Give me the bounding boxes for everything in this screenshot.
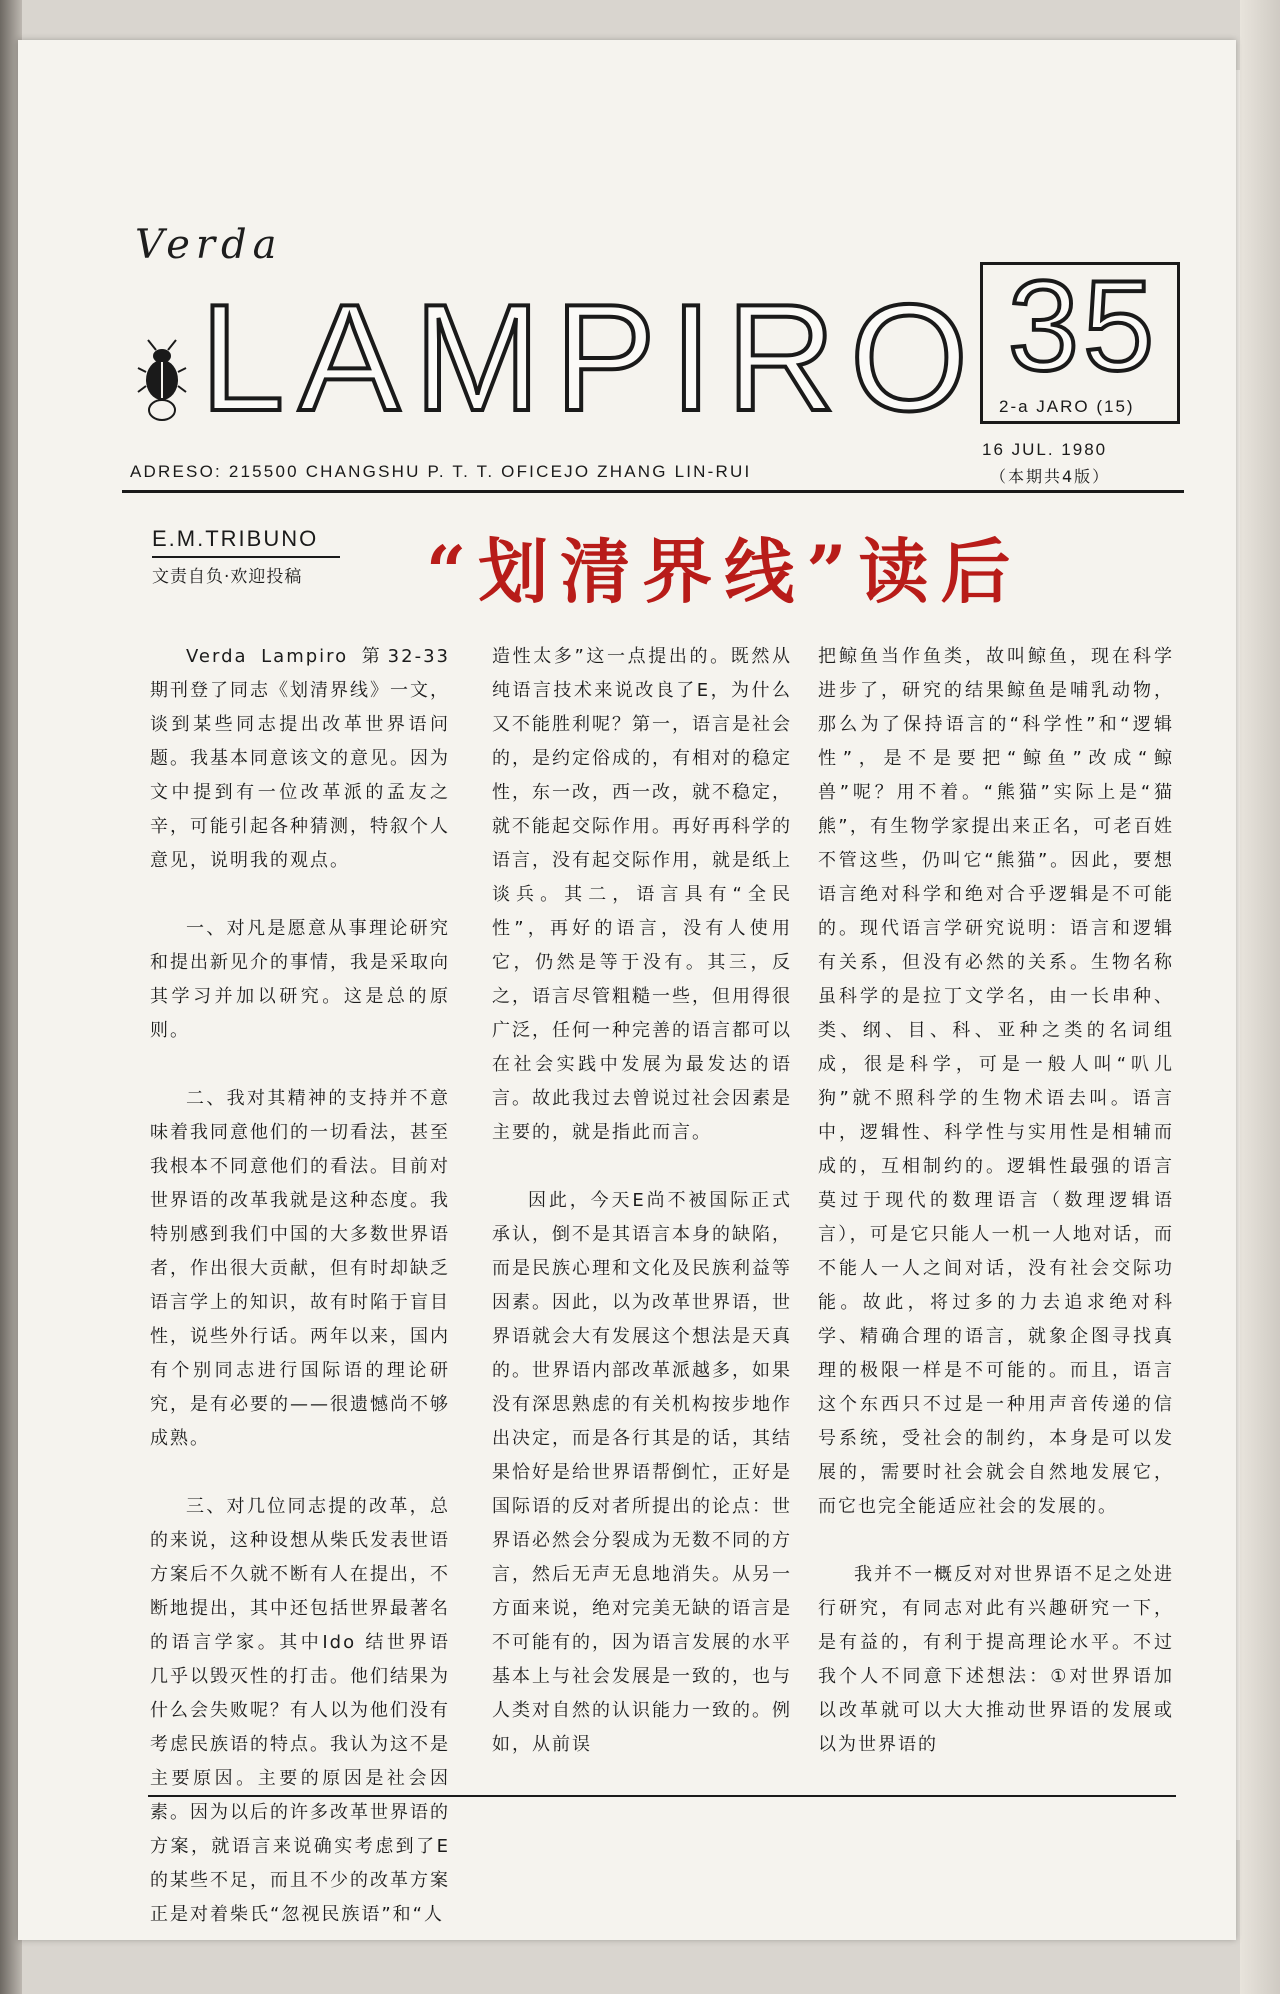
pages-note: （本期共4版） bbox=[990, 467, 1111, 486]
column-label-note: 文责自负·欢迎投稿 bbox=[152, 567, 303, 587]
issue-box bbox=[980, 255, 1180, 424]
paragraph: 三、对几位同志提的改革，总的来说，这种设想从柴氏发表世语方案后不久就不断有人在提出，不断地提出，其中还包括世界最著名的语言学家。其中Ido 结世界语几乎以毁灭性的打击。他们结果为什么会失败呢？有人以为他们没有考虑民族语的特点。我认为这不是主要原因。主要的原因是社会因素。因为以后的许多改革世界语的方案，就语言来说确实考虑到了E的某些不足，而且不少的改革方案正是对着柴氏“忽视民族语”和“人 bbox=[150, 1496, 450, 1925]
backdrop-right bbox=[1240, 0, 1280, 1994]
bottom-rule bbox=[148, 1795, 1176, 1797]
paragraph: 造性太多”这一点提出的。既然从纯语言技术来说改良了E，为什么又不能胜利呢？第一，语言是社会的，是约定俗成的，有相对的稳定性，东一改，西一改，就不稳定，就不能起交际作用。再好再科学的语言，没有起交际作用，就是纸上谈兵。其二，语言具有“全民性”，再好的语言，没有人使用它，仍然是等于没有。其三，反之，语言尽管粗糙一些，但用得很广泛，任何一种完善的语言都可以在社会实践中发展为最发达的语言。故此我过去曾说过社会因素是主要的，就是指此而言。 bbox=[492, 646, 792, 1143]
issue-date: 16 JUL. 1980 bbox=[982, 440, 1108, 459]
masthead-verda: Verda bbox=[135, 222, 283, 268]
paragraph: 我并不一概反对对世界语不足之处进行研究，有同志对此有兴趣研究一下，是有益的，有利于提高理论水平。不过我个人不同意下述想法：①对世界语加以改革就可以大大推动世界语的发展或以为世界语的 bbox=[818, 1564, 1174, 1755]
masthead-rule bbox=[122, 490, 1184, 493]
paragraph: Verda Lampiro 第32-33期刊登了同志《划清界线》一文，谈到某些同志提出改革世界语问题。我基本同意该文的意见。因为文中提到有一位改革派的孟友之辛，可能引起各种猜测，特叙个人意见，说明我的观点。 bbox=[150, 646, 450, 871]
column-label-rule bbox=[152, 556, 340, 558]
article-column-1 bbox=[150, 640, 450, 1966]
column-label: E.M.TRIBUNO bbox=[152, 526, 319, 551]
issue-year: 2-a JARO (15) bbox=[999, 397, 1135, 416]
article-column-3 bbox=[818, 640, 1174, 1796]
postal-address: ADRESO: 215500 CHANGSHU P. T. T. OFICEJO ZHANG LIN-RUI bbox=[130, 462, 752, 481]
paragraph: 把鲸鱼当作鱼类，故叫鲸鱼，现在科学进步了，研究的结果鲸鱼是哺乳动物，那么为了保持语言的“科学性”和“逻辑性”，是不是要把“鲸鱼”改成“鲸兽”呢？用不着。“熊猫”实际上是“猫熊”，有生物学家提出来正名，可老百姓不管这些，仍叫它“熊猫”。因此，要想语言绝对科学和绝对合乎逻辑是不可能的。现代语言学研究说明：语言和逻辑有关系，但没有必然的关系。生物名称虽科学的是拉丁文学名，由一长串种、类、纲、目、科、亚种之类的名词组成，很是科学，可是一般人叫“叭儿狗”就不照科学的生物术语去叫。语言中，逻辑性、科学性与实用性是相辅而成的，互相制约的。逻辑性最强的语言莫过于现代的数理语言（数理逻辑语言），可是它只能人一机一人地对话，而不能人一人之间对话，没有社会交际功能。故此，将过多的力去追求绝对科学、精确合理的语言，就象企图寻找真理的极限一样是不可能的。而且，语言这个东西只不过是一种用声音传递的信号系统，受社会的制约，本身是可以发展的，需要时社会就会自然地发展它，而它也完全能适应社会的发展的。 bbox=[818, 646, 1174, 1517]
paragraph: 因此，今天E尚不被国际正式承认，倒不是其语言本身的缺陷，而是民族心理和文化及民族利益等因素。因此，以为改革世界语，世界语就会大有发展这个想法是天真的。世界语内部改革派越多，如果没有深思熟虑的有关机构按步地作出决定，而是各行其是的话，其结果恰好是给世界语帮倒忙，正好是国际语的反对者所提出的论点：世界语必然会分裂成为无数不同的方言，然后无声无息地消失。从另一方面来说，绝对完美无缺的语言是不可能有的，因为语言发展的水平基本上与社会发展是一致的，也与人类对自然的认识能力一致的。例如，从前误 bbox=[492, 1190, 792, 1755]
issue-number: 35 bbox=[1007, 255, 1159, 398]
firefly-icon bbox=[136, 338, 188, 422]
article-headline: “划清界线”读后 bbox=[426, 530, 1023, 613]
article-column-2 bbox=[492, 640, 792, 1796]
paragraph: 一、对凡是愿意从事理论研究和提出新见介的事情，我是采取向其学习并加以研究。这是总的原则。 bbox=[150, 918, 450, 1041]
paragraph: 二、我对其精神的支持并不意味着我同意他们的一切看法，甚至我根本不同意他们的看法。目前对世界语的改革我就是这种态度。我特别感到我们中国的大多数世界语者，作出很大贡献，但有时却缺乏语言学上的知识，故有时陷于盲目性，说些外行话。两年以来，国内有个别同志进行国际语的理论研究，是有必要的——很遗憾尚不够成熟。 bbox=[150, 1088, 450, 1449]
masthead-title: LAMPIRO bbox=[200, 273, 983, 443]
